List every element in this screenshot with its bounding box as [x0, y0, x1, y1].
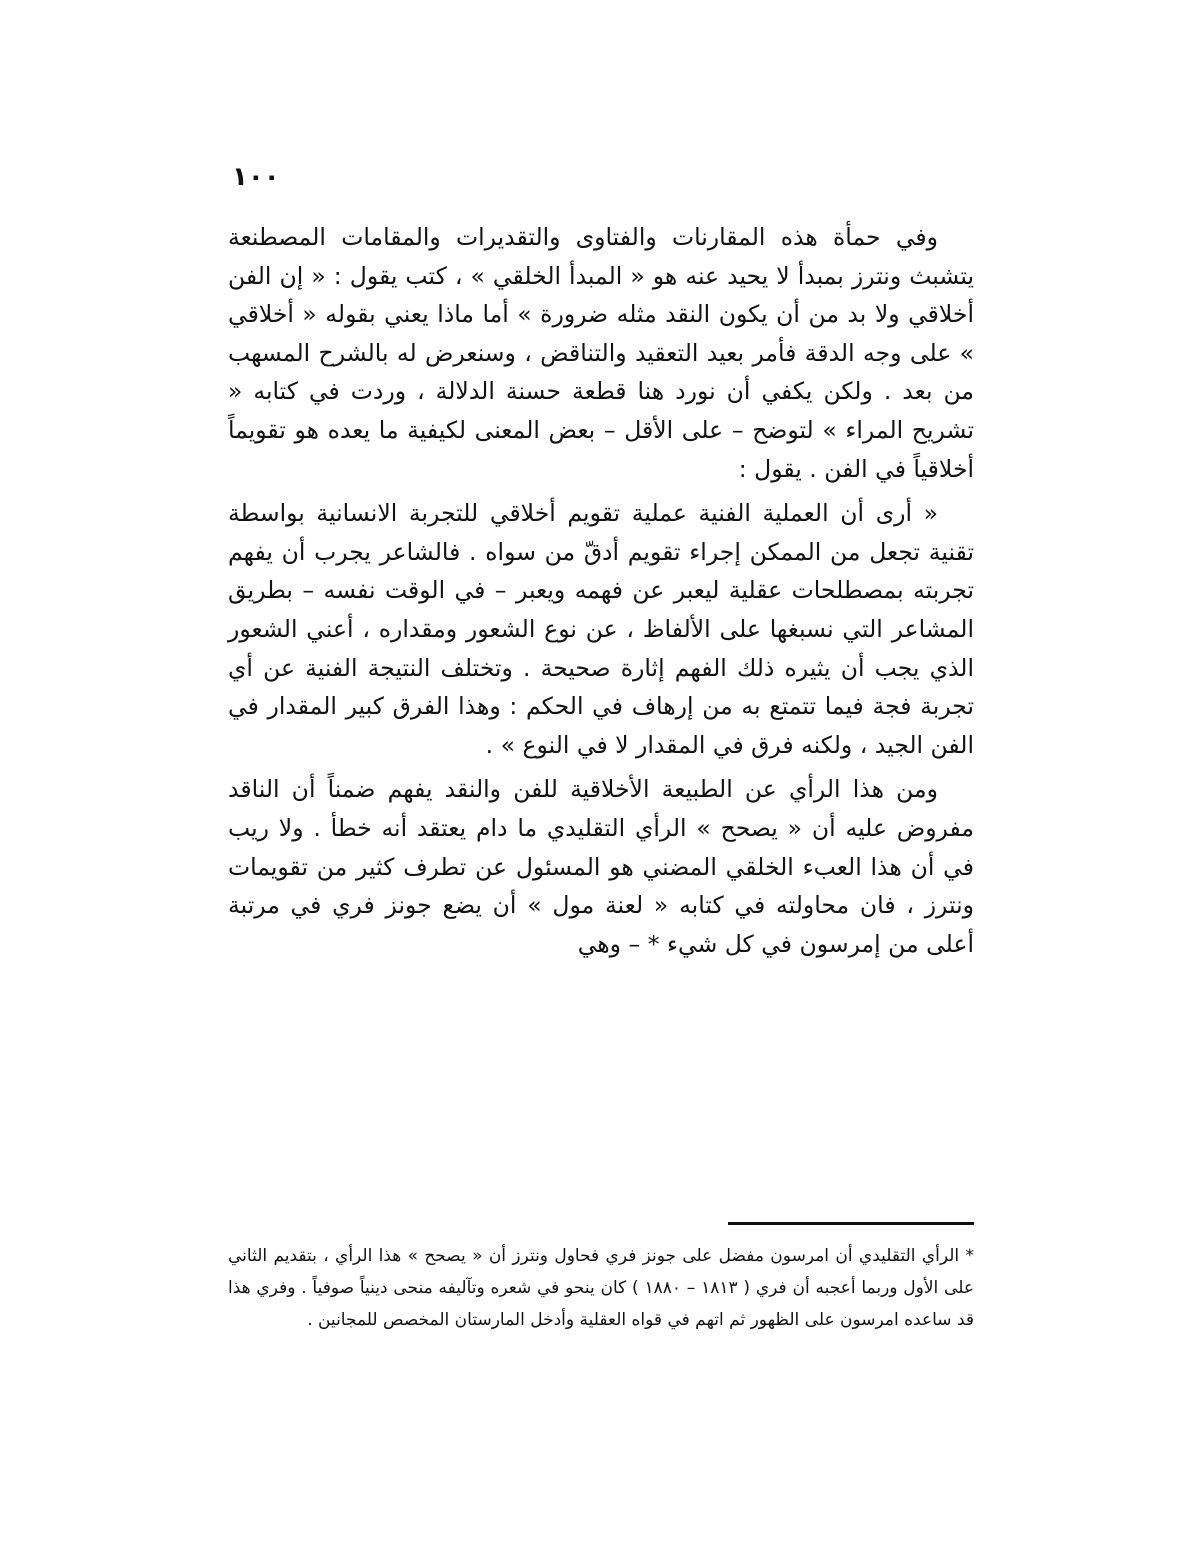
- footnote: [228, 1240, 974, 1336]
- footnote-text: * الرأي التقليدي أن امرسون مفضل على جونز فري فحاول ونترز أن « يصحح » هذا الرأي ، بتقديم الثاني على الأول وربما أعجبه أن فري ( ١٨١٣ – ١٨٨٠ ) كان ينحو في شعره وتآليفه منحى دينياً صوفياً . وفري هذا قد ساعده امرسون على الظهور ثم اتهم في قواه العقلية وأدخل المارستان المخصص للمجانين .: [228, 1246, 974, 1330]
- paragraph-1: وفي حمأة هذه المقارنات والفتاوى والتقديرات والمقامات المصطنعة يتشبث ونترز بمبدأ لا يحيد عنه هو « المبدأ الخلقي » ، كتب يقول : « إن الفن أخلاقي ولا بد من أن يكون النقد مثله ضرورة » أما ماذا يعني بقوله « أخلاقي » على وجه الدقة فأمر بعيد التعقيد والتناقض ، وسنعرض له بالشرح المسهب من بعد . ولكن يكفي أن نورد هنا قطعة حسنة الدلالة ، وردت في كتابه « تشريح المراء » لتوضح – على الأقل – بعض المعنى لكيفية ما يعده هو تقويماً أخلاقياً في الفن . يقول :: [228, 223, 974, 483]
- page-number: ١٠٠: [232, 162, 280, 192]
- block-quote: « أرى أن العملية الفنية عملية تقويم أخلاقي للتجربة الانسانية بواسطة تقنية تجعل من الممكن إجراء تقويم أدقّ من سواه . فالشاعر يجرب أن يفهم تجربته بمصطلحات عقلية ليعبر عن فهمه ويعبر – في الوقت نفسه – بطريق المشاعر التي نسبغها على الألفاظ ، عن نوع الشعور ومقداره ، أعني الشعور الذي يجب أن يثيره ذلك الفهم إثارة صحيحة . وتختلف النتيجة الفنية عن أي تجربة فجة فيما تتمتع به من إرهاف في الحكم : وهذا الفرق كبير المقدار في الفن الجيد ، ولكنه فرق في المقدار لا في النوع » .: [228, 499, 974, 759]
- paragraph-2: ومن هذا الرأي عن الطبيعة الأخلاقية للفن والنقد يفهم ضمناً أن الناقد مفروض عليه أن « يصحح » الرأي التقليدي ما دام يعتقد أنه خطأ . ولا ريب في أن هذا العبء الخلقي المضني هو المسئول عن تطرف كثير من تقويمات ونترز ، فان محاولته في كتابه « لعنة مول » أن يضع جونز فري في مرتبة أعلى من إمرسون في كل شيء * – وهي: [228, 775, 974, 958]
- main-text: [228, 218, 974, 963]
- footnote-divider: [728, 1222, 974, 1225]
